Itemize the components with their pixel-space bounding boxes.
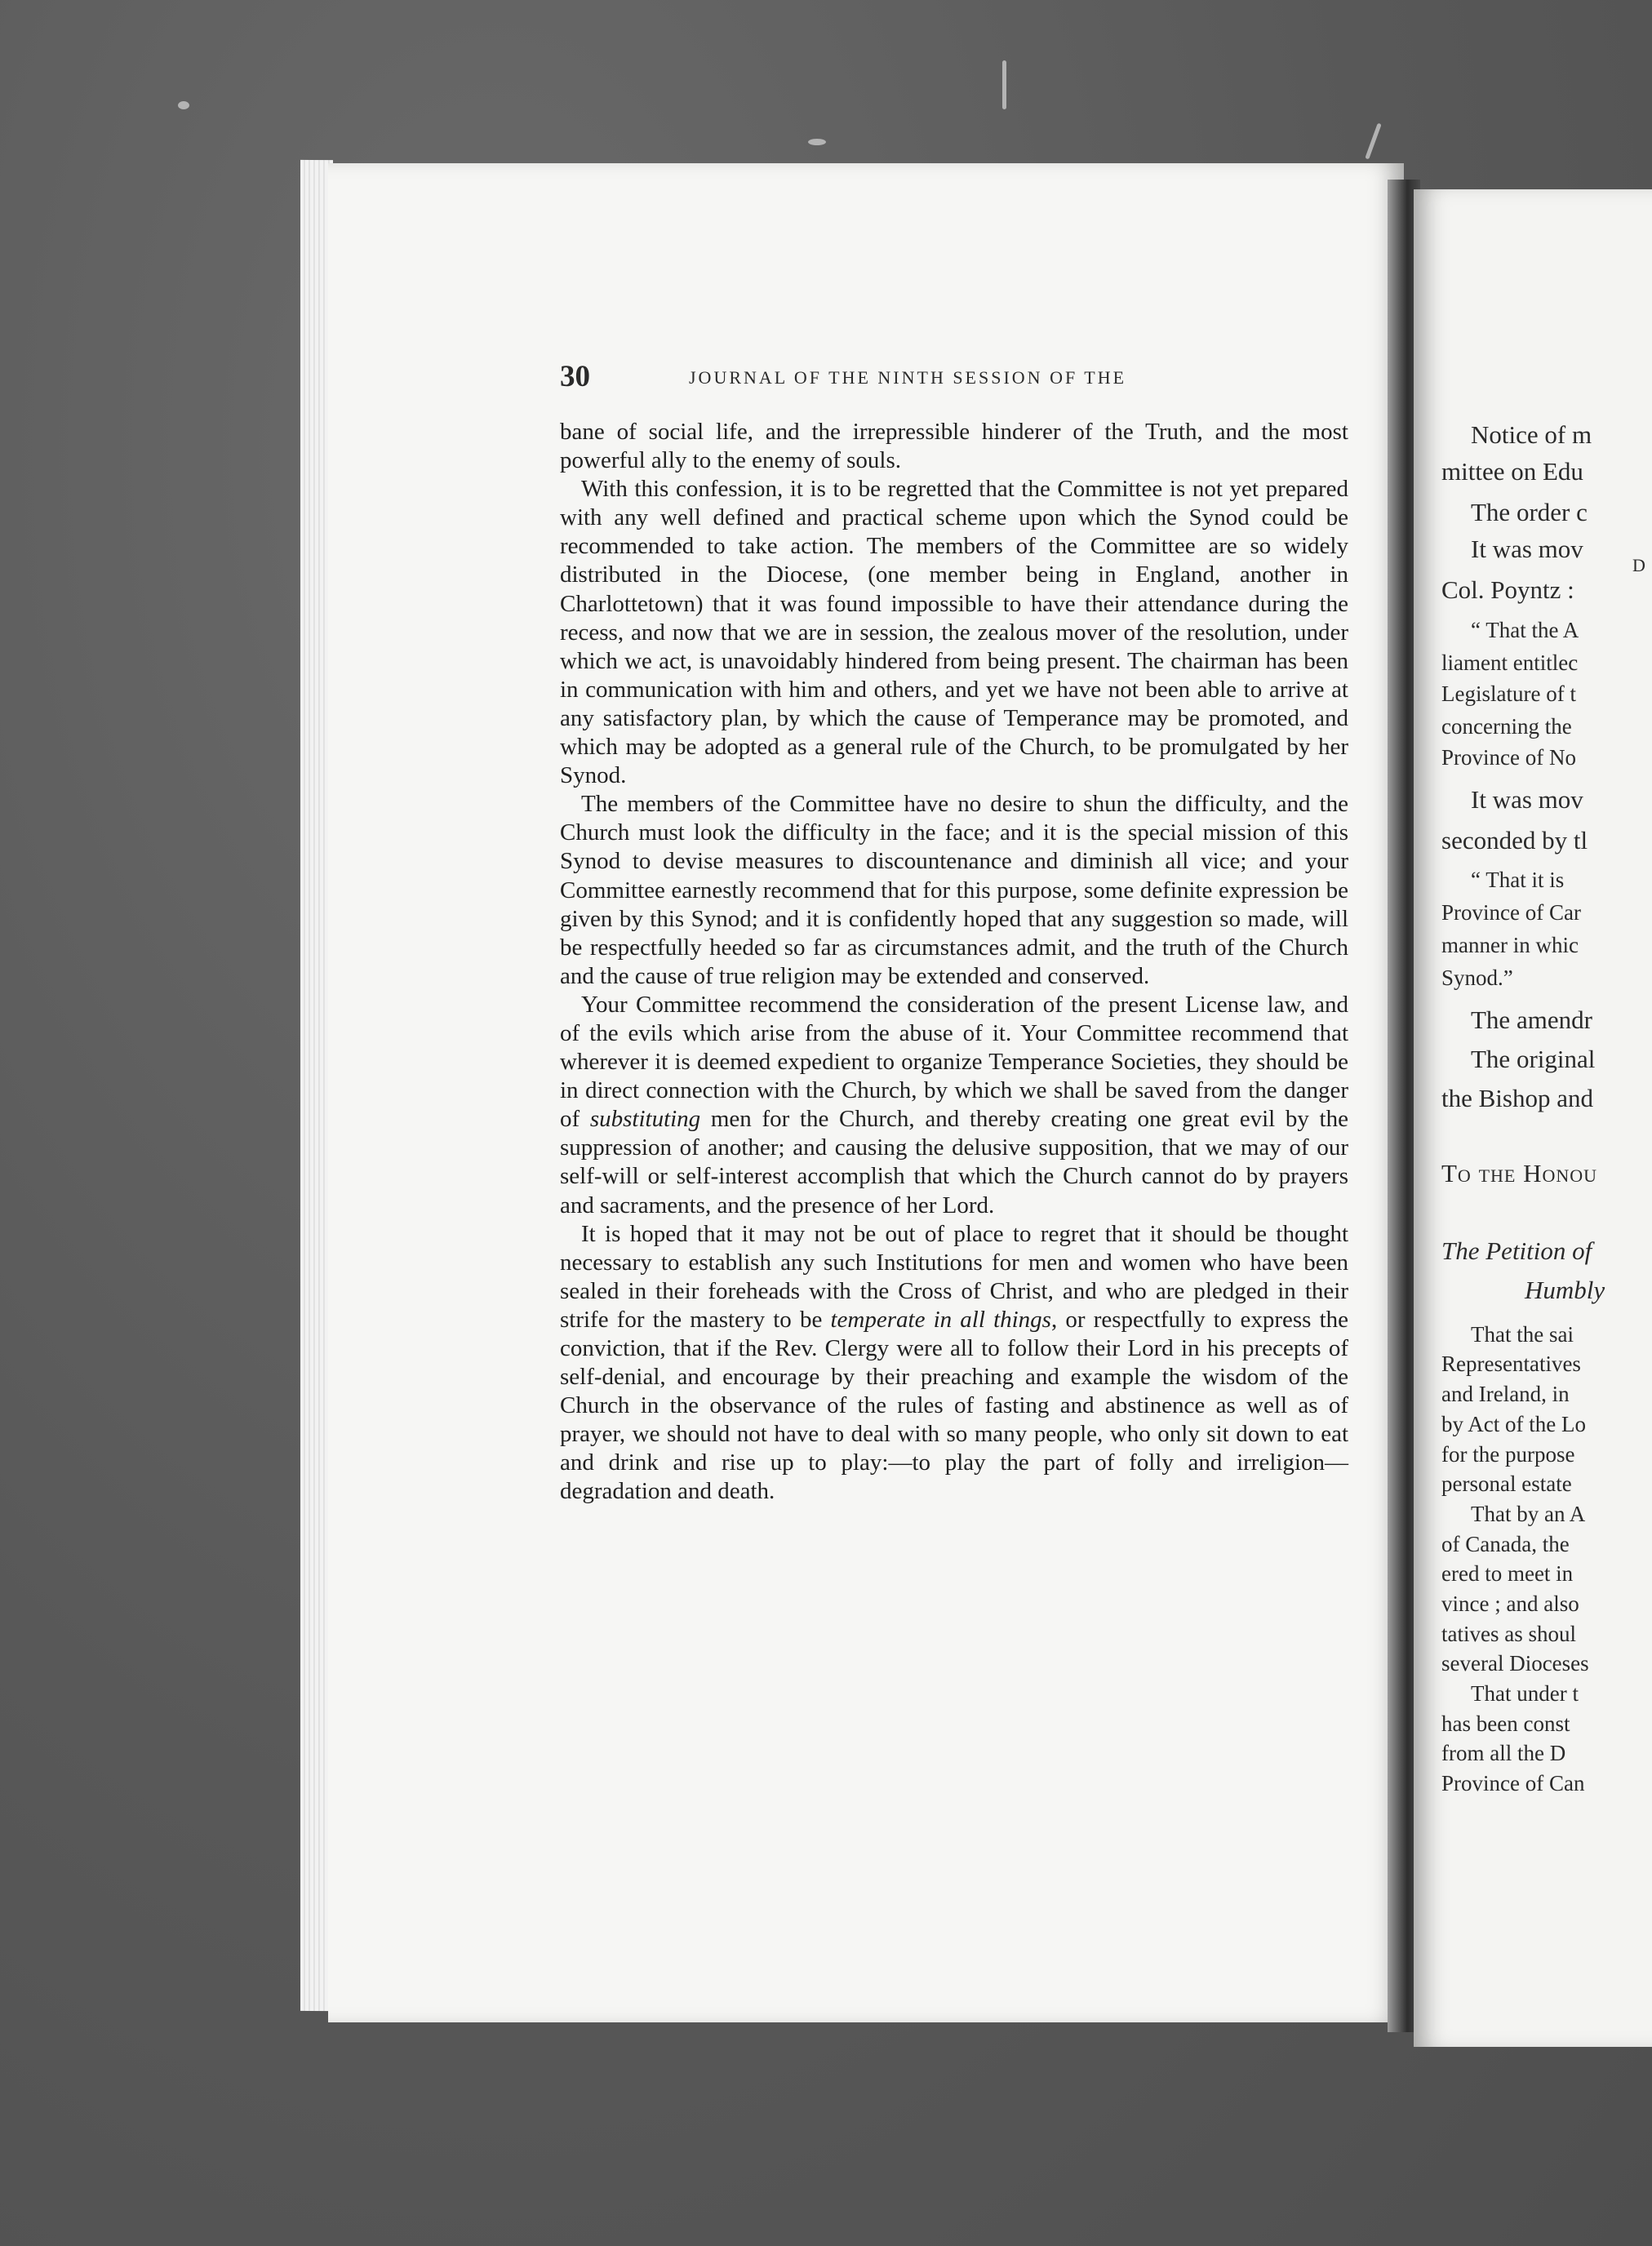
- right-page-line: of Canada, the: [1441, 1532, 1570, 1556]
- right-page-line: It was mov: [1471, 535, 1583, 563]
- right-page-line: from all the D: [1441, 1741, 1566, 1765]
- right-page-line: seconded by tl: [1441, 826, 1588, 854]
- right-page-line: That the sai: [1471, 1322, 1574, 1347]
- text-run: With this confession, it is to be regretted that the Committee is not yet prepared with any well defined and practical scheme upon which the Synod could be recommended to take action. The members of the Committee are so widely distributed in the Diocese, (one member being in England, another in Charlottetown) that it was found impossible to have their attendance during the recess, and now that we are in session, the zealous mover of the resolution, under which we act, is unavoidably hindered from being present. The chairman has been in communication with him and others, and yet we have not been able to arrive at any satisfactory plan, by which the cause of Temperance may be promoted, and which may be adopted as a general rule of the Church, to be promulgated by her Synod.: [560, 476, 1348, 789]
- right-page-line: It was mov: [1471, 785, 1583, 814]
- italic-text: substituting: [589, 1106, 701, 1133]
- journal-title: JOURNAL OF THE NINTH SESSION OF THE: [689, 367, 1127, 388]
- dust-speck: [808, 139, 826, 145]
- right-page-line: personal estate: [1441, 1471, 1572, 1496]
- right-page-line: has been const: [1441, 1711, 1570, 1736]
- right-page-line: Synod.”: [1441, 965, 1513, 990]
- right-page-line: liament entitlec: [1441, 650, 1579, 675]
- right-page-line: The Petition of: [1441, 1236, 1592, 1265]
- paragraph: [560, 991, 1348, 1220]
- right-page-line: for the purpose: [1441, 1442, 1575, 1467]
- dust-speck: [1002, 60, 1006, 109]
- right-page-line: To the Honou: [1441, 1159, 1598, 1187]
- right-page-line: concerning the: [1441, 714, 1572, 739]
- right-page-line: Legislature of t: [1441, 681, 1576, 706]
- right-page-line: Humbly: [1525, 1276, 1605, 1304]
- right-page-line: and Ireland, in: [1441, 1382, 1570, 1406]
- text-run: The members of the Committee have no desire to shun the difficulty, and the Church must look the difficulty in the face; and it is the special mission of this Synod to devise measures to discountenance and diminish all vice; and your Committee earnestly recommend that for this purpose, some definite expression be given by this Synod; and it is confidently hoped that any suggestion so made, will be respectfully heeded so far as circumstances admit, and the truth of the Church and the cause of true religion may be extended and conserved.: [560, 791, 1348, 989]
- right-page-line: “ That it is: [1471, 868, 1565, 892]
- right-page-line: The amendr: [1471, 1005, 1592, 1034]
- right-page-line: several Dioceses: [1441, 1651, 1589, 1676]
- dust-speck: [178, 101, 189, 109]
- right-page-line: vince ; and also: [1441, 1591, 1579, 1616]
- text-run: men for the Church, and thereby creating one great evil by the suppression of another; and causing the delusive supposition, that we may of our self-will or self-interest accomplish that which the Church cannot do by prayers and sacraments, and the presence of her Lord.: [560, 1106, 1348, 1218]
- text-run: Your Committee recommend the consideration of the present License law, and of the evils which arise from the abuse of it. Your Committee recommend that wherever it is deemed expedient to organize Temperance Societies, they should be in direct connection with the Church, by which we shall be saved from the danger of: [560, 991, 1348, 1133]
- right-page-line: Province of No: [1441, 745, 1576, 770]
- right-page-line: The order c: [1471, 498, 1588, 526]
- right-page-line: Province of Can: [1441, 1771, 1585, 1795]
- paragraph: [560, 1220, 1348, 1507]
- body-text: [560, 418, 1348, 1507]
- page-number: 30: [560, 360, 590, 393]
- text-run: , or respectfully to express the conviction, that if the Rev. Clergy were all to follow their Lord in his precepts of self-denial, and encourage by their preaching and example the wisdom of the Church in the observance of the rules of fasting and abstinence as well as of prayer, we should not have to deal with so many people, who only sit down to eat and drink and rise up to play:—to play the part of folly and irreligion—degradation and death.: [560, 1306, 1348, 1505]
- right-page-line: manner in whic: [1441, 933, 1579, 957]
- paragraph: [560, 418, 1348, 475]
- right-page-line: by Act of the Lo: [1441, 1412, 1586, 1436]
- running-head: [560, 359, 1376, 395]
- paragraph: [560, 790, 1348, 991]
- right-page-line: ered to meet in: [1441, 1561, 1574, 1586]
- right-page-line: the Bishop and: [1441, 1084, 1593, 1112]
- right-page-line: Notice of m: [1471, 420, 1592, 449]
- right-page: [1414, 189, 1652, 2047]
- paragraph: [560, 475, 1348, 790]
- right-page-line: Representatives: [1441, 1352, 1581, 1376]
- right-page-line: Col. Poyntz :: [1441, 575, 1574, 604]
- right-page-line: That by an A: [1471, 1502, 1586, 1526]
- right-page-line: tatives as shoul: [1441, 1622, 1576, 1646]
- right-page-line: mittee on Edu: [1441, 457, 1583, 486]
- text-run: bane of social life, and the irrepressible hinderer of the Truth, and the most powerful ally to the enemy of souls.: [560, 419, 1348, 474]
- text-run: It is hoped that it may not be out of place to regret that it should be thought necessary to establish any such Institutions for men and women who have been sealed in their foreheads with the Cross of Christ, and who are pledged in their strife for the mastery to be: [560, 1220, 1348, 1333]
- right-page-line: “ That the A: [1471, 618, 1579, 642]
- italic-text: temperate in all things: [830, 1306, 1051, 1333]
- right-page-line: Province of Car: [1441, 900, 1581, 925]
- right-page-line: The original: [1471, 1045, 1596, 1073]
- right-page-line: That under t: [1471, 1681, 1579, 1706]
- right-running-head: D: [1632, 555, 1645, 575]
